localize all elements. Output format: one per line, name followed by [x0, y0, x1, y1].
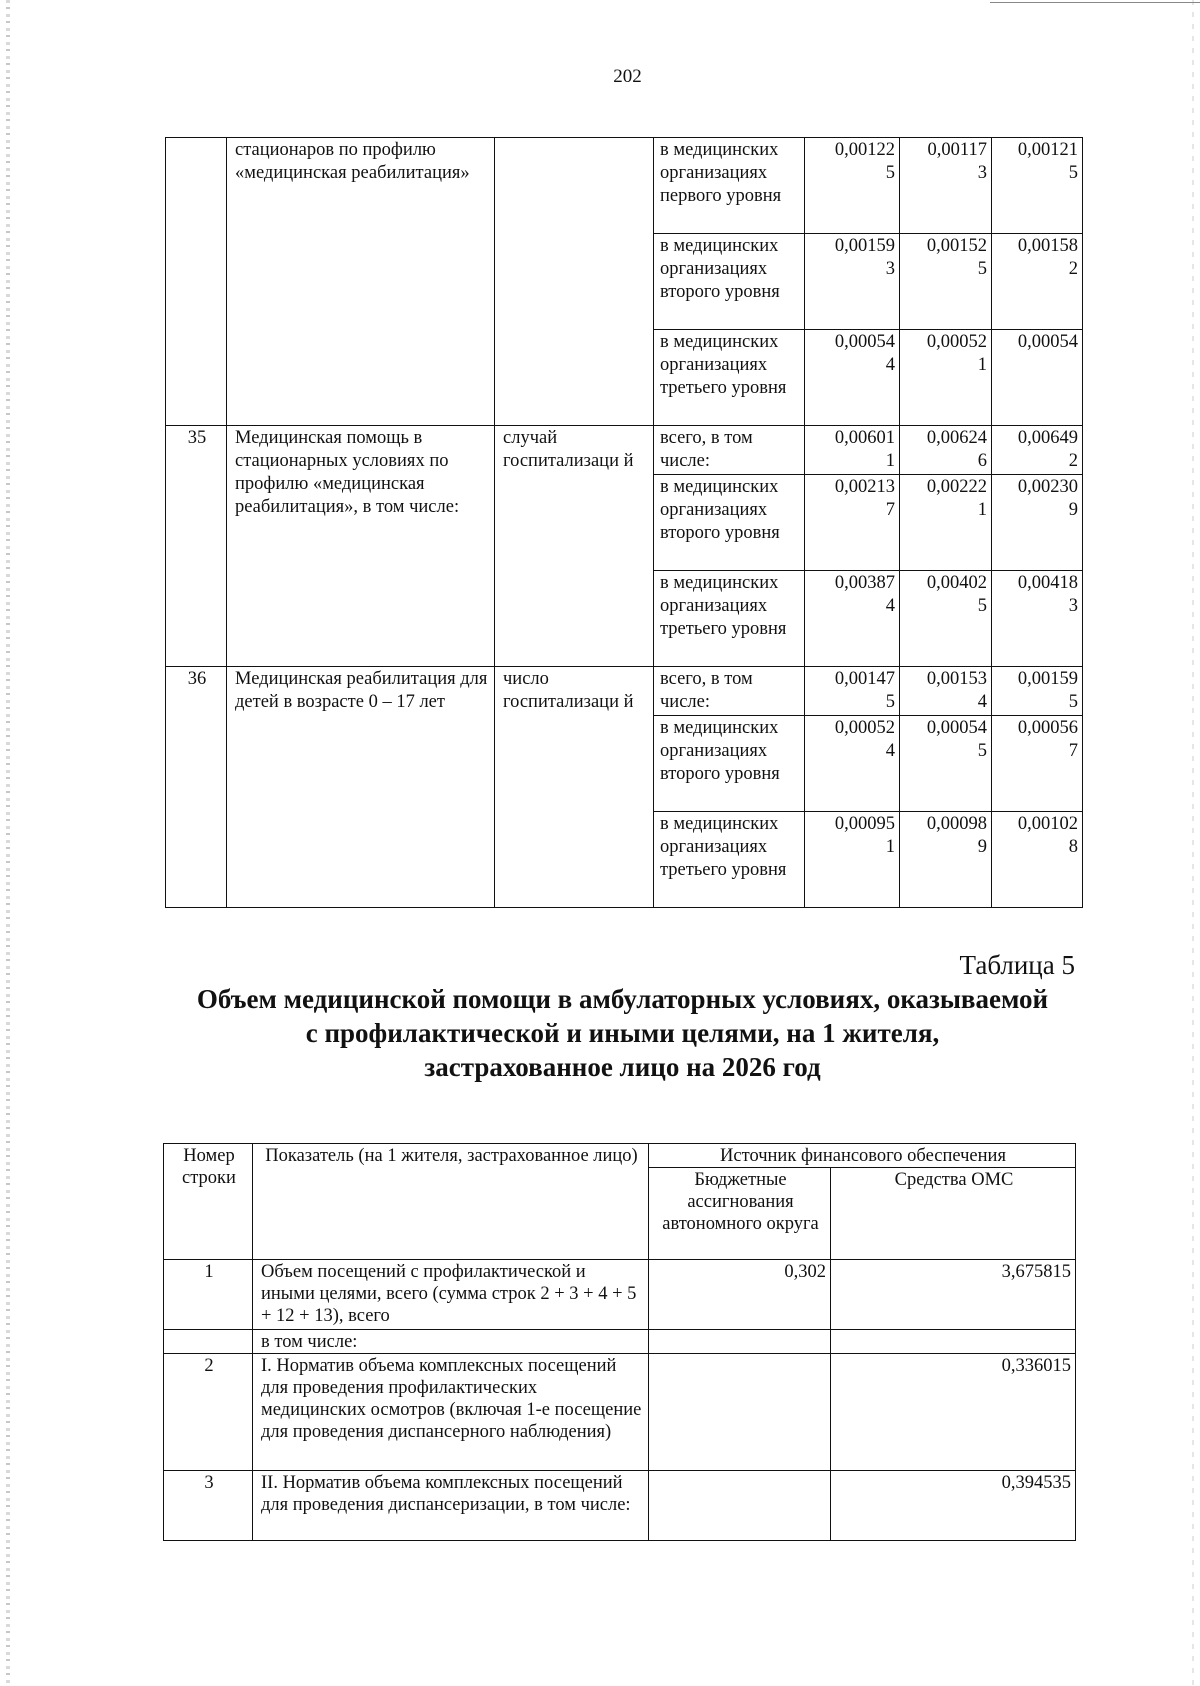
row-number-cell: 1: [164, 1260, 253, 1330]
table-row: [164, 1330, 1076, 1354]
level-cell: всего, в том числе:: [654, 667, 805, 716]
value-cell: 0,00054 4: [805, 330, 900, 426]
level-cell: в медицинских организациях второго уровня: [654, 475, 805, 571]
header-source: Источник финансового обеспечения: [649, 1144, 1076, 1168]
value-cell: 0,00098 9: [900, 812, 992, 908]
indicator-cell: в том числе:: [253, 1330, 649, 1354]
table-title: [165, 982, 1080, 1084]
table-5: [163, 1143, 1076, 1541]
header-oms: Средства ОМС: [831, 1168, 1076, 1260]
indicator-cell: II. Норматив объема комплексных посещений для проведения диспансеризации, в том числе:: [253, 1471, 649, 1541]
value-cell: 0,00102 8: [992, 812, 1083, 908]
value-cell: 0,00230 9: [992, 475, 1083, 571]
level-cell: в медицинских организациях второго уровня: [654, 716, 805, 812]
oms-cell: 3,675815: [831, 1260, 1076, 1330]
table-title-line: застрахованное лицо на 2026 год: [424, 1052, 821, 1082]
row-number-cell: 3: [164, 1471, 253, 1541]
header-indicator: Показатель (на 1 жителя, застрахованное лицо): [253, 1144, 649, 1260]
table-header-row: [164, 1144, 1076, 1168]
value-cell: 0,00649 2: [992, 426, 1083, 475]
value-cell: 0,00054 5: [900, 716, 992, 812]
unit-cell: случай госпитализаци й: [495, 426, 654, 667]
scan-edge-left: [6, 0, 10, 1686]
table-row: [164, 1260, 1076, 1330]
oms-cell: 0,394535: [831, 1471, 1076, 1541]
row-number-cell: 36: [166, 667, 227, 908]
unit-cell: число госпитализаци й: [495, 667, 654, 908]
value-cell: 0,00052 1: [900, 330, 992, 426]
value-cell: 0,00052 4: [805, 716, 900, 812]
value-cell: 0,00095 1: [805, 812, 900, 908]
value-cell: 0,00624 6: [900, 426, 992, 475]
header-row-number: Номер строки: [164, 1144, 253, 1260]
value-cell: 0,00158 2: [992, 234, 1083, 330]
oms-cell: [831, 1330, 1076, 1354]
budget-cell: [649, 1471, 831, 1541]
table-row: [164, 1354, 1076, 1471]
budget-cell: [649, 1330, 831, 1354]
row-number-cell: 2: [164, 1354, 253, 1471]
budget-cell: [649, 1354, 831, 1471]
value-cell: 0,00213 7: [805, 475, 900, 571]
table-row: [166, 426, 1083, 475]
value-cell: 0,00121 5: [992, 138, 1083, 234]
row-number-cell: [166, 138, 227, 426]
table-row: [164, 1471, 1076, 1541]
value-cell: 0,00601 1: [805, 426, 900, 475]
value-cell: 0,00418 3: [992, 571, 1083, 667]
value-cell: 0,00147 5: [805, 667, 900, 716]
top-table: [165, 137, 1083, 908]
value-cell: 0,00159 3: [805, 234, 900, 330]
value-cell: 0,00117 3: [900, 138, 992, 234]
value-cell: 0,00153 4: [900, 667, 992, 716]
page-number: 202: [613, 66, 642, 87]
unit-cell: [495, 138, 654, 426]
table-label: Таблица 5: [959, 950, 1075, 980]
oms-cell: 0,336015: [831, 1354, 1076, 1471]
value-cell: 0,00159 5: [992, 667, 1083, 716]
table-row: [166, 138, 1083, 234]
table-title-line: Объем медицинской помощи в амбулаторных условиях, оказываемой: [196, 984, 1049, 1014]
level-cell: в медицинских организациях первого уровня: [654, 138, 805, 234]
indicator-cell: I. Норматив объема комплексных посещений для проведения профилактических медицинских осмотров (включая 1-е посещение для проведения диспансерного наблюдения): [253, 1354, 649, 1471]
scan-edge-right: [1192, 0, 1194, 1686]
value-cell: 0,00222 1: [900, 475, 992, 571]
level-cell: в медицинских организациях третьего уровня: [654, 330, 805, 426]
level-cell: в медицинских организациях третьего уровня: [654, 812, 805, 908]
indicator-cell: Объем посещений с профилактической и иными целями, всего (сумма строк 2 + 3 + 4 + 5 + 12 + 13), всего: [253, 1260, 649, 1330]
value-cell: 0,00122 5: [805, 138, 900, 234]
level-cell: в медицинских организациях третьего уровня: [654, 571, 805, 667]
scan-top-rule: [990, 2, 1200, 3]
table-title-line: с профилактической и иными целями, на 1 жителя,: [305, 1018, 940, 1048]
table-row: [166, 667, 1083, 716]
value-cell: 0,00152 5: [900, 234, 992, 330]
value-cell: 0,00402 5: [900, 571, 992, 667]
indicator-cell: Медицинская помощь в стационарных условиях по профилю «медицинская реабилитация», в том числе:: [227, 426, 495, 667]
value-cell: 0,00054: [992, 330, 1083, 426]
level-cell: всего, в том числе:: [654, 426, 805, 475]
value-cell: 0,00056 7: [992, 716, 1083, 812]
level-cell: в медицинских организациях второго уровня: [654, 234, 805, 330]
row-number-cell: [164, 1330, 253, 1354]
indicator-cell: Медицинская реабилитация для детей в возрасте 0 – 17 лет: [227, 667, 495, 908]
row-number-cell: 35: [166, 426, 227, 667]
budget-cell: 0,302: [649, 1260, 831, 1330]
indicator-cell: стационаров по профилю «медицинская реабилитация»: [227, 138, 495, 426]
value-cell: 0,00387 4: [805, 571, 900, 667]
header-budget: Бюджетные ассигнования автономного округа: [649, 1168, 831, 1260]
